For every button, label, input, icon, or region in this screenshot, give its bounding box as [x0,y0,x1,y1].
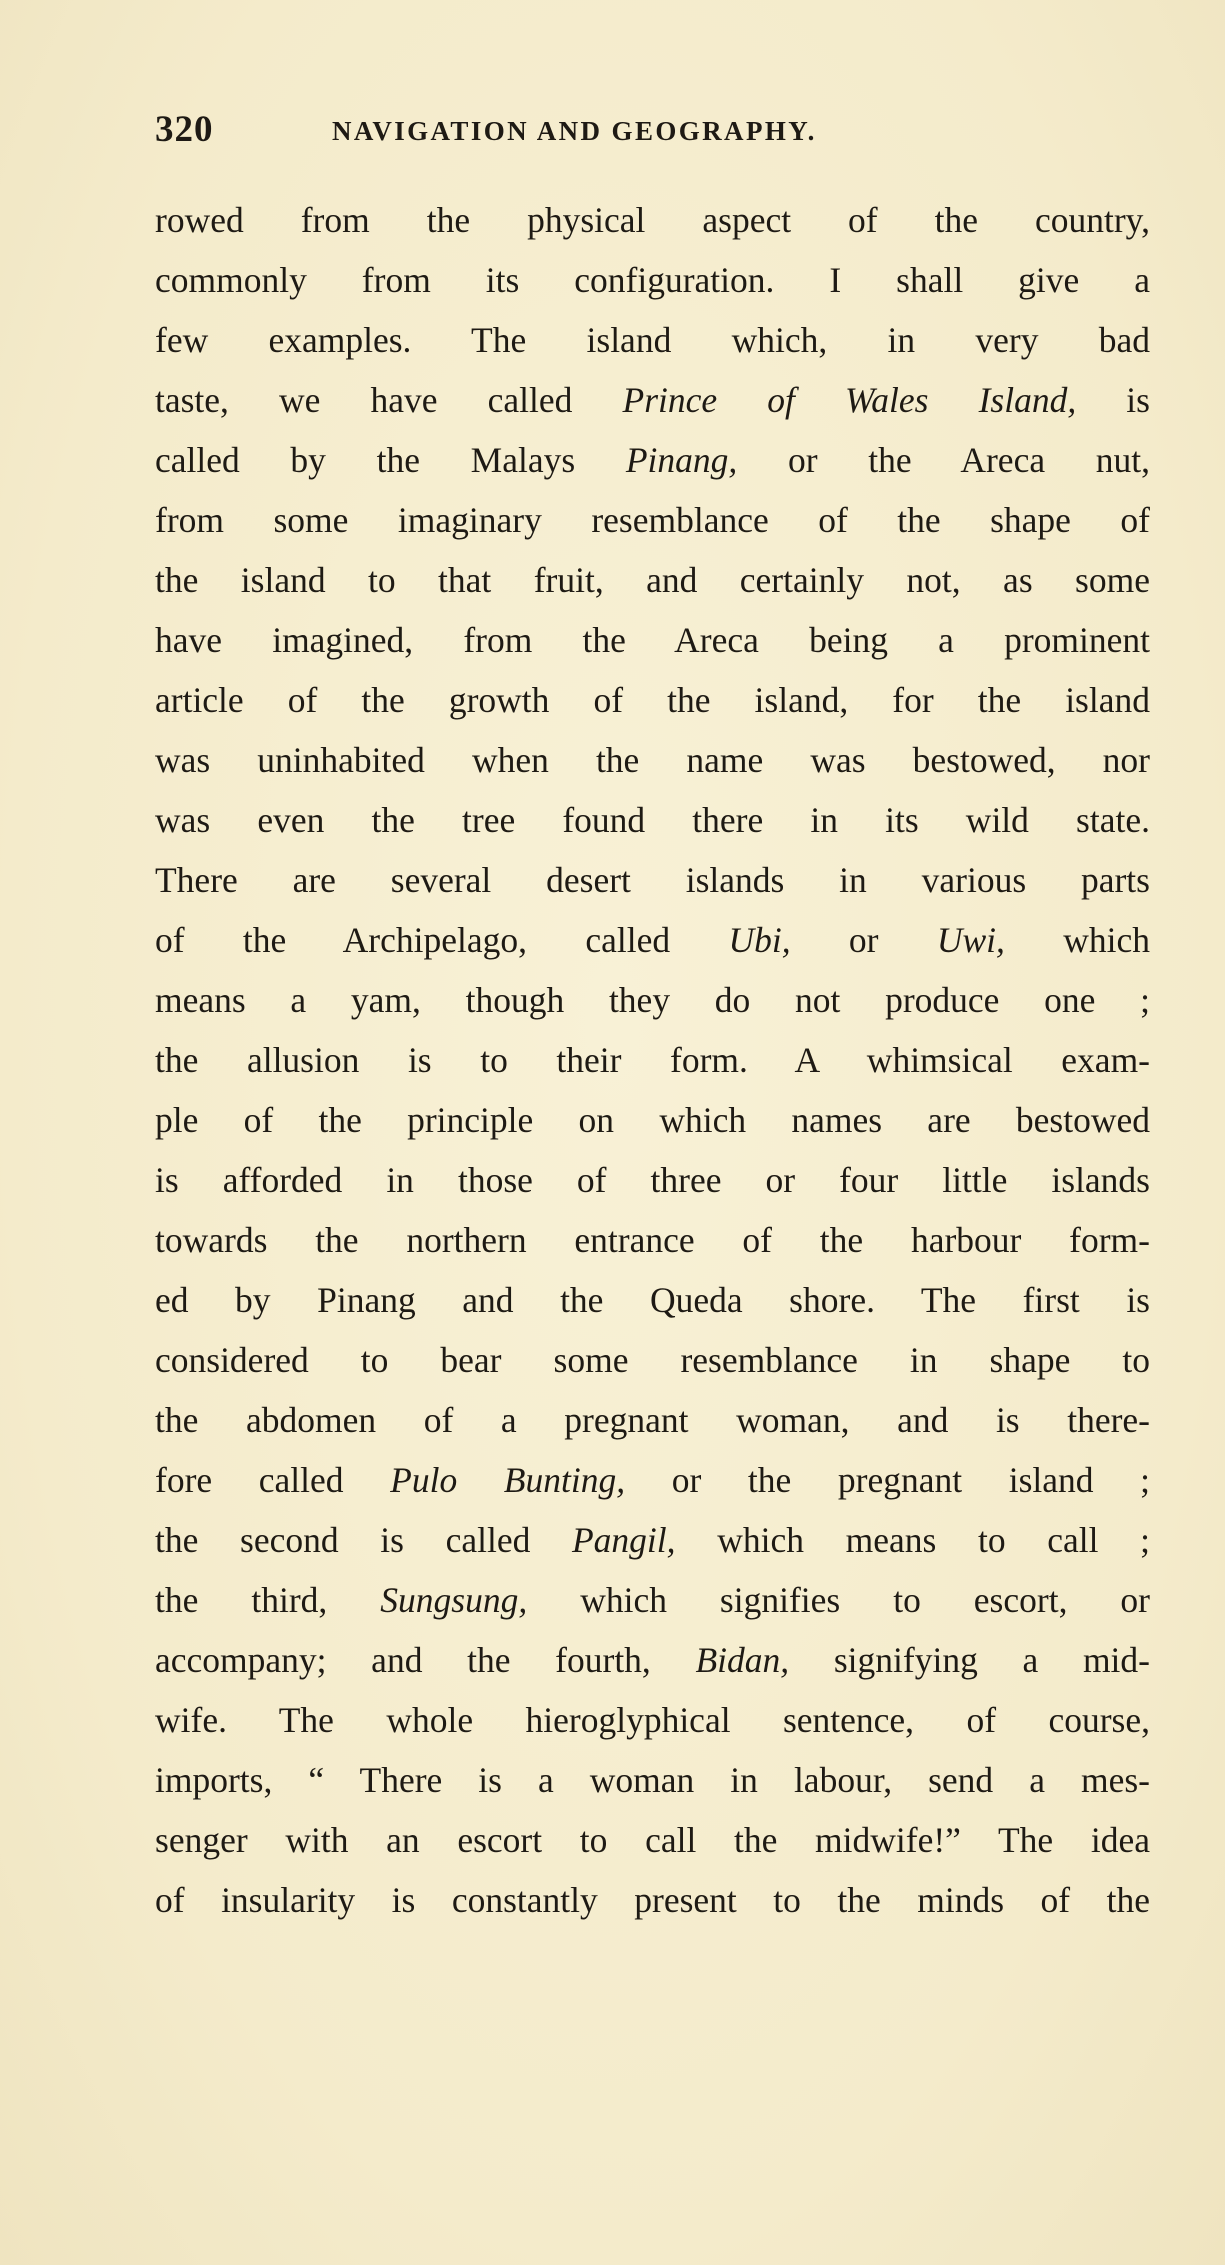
text-segment: was uninhabited when the name was bestowed, nor [155,740,1150,780]
page-number: 320 [155,109,214,150]
running-head [155,108,1085,158]
text-segment: commonly from its configuration. I shall give a [155,260,1150,300]
text-line [155,1810,1150,1870]
text-segment: or [790,920,937,960]
text-line [155,610,1150,670]
text-segment: is [1076,380,1150,420]
text-segment: the allusion is to their form. A whimsical exam- [155,1040,1150,1080]
text-line [155,1390,1150,1450]
text-segment: considered to bear some resemblance in shape to [155,1340,1150,1380]
text-segment: or the Areca nut, [737,440,1151,480]
text-segment: ed by Pinang and the Queda shore. The first is [155,1280,1150,1320]
text-line [155,1690,1150,1750]
text-segment: means a yam, though they do not produce one ; [155,980,1150,1020]
text-segment: accompany; and the fourth, [155,1640,696,1680]
text-line [155,430,1150,490]
text-segment: the island to that fruit, and certainly not, as some [155,560,1150,600]
text-segment: senger with an escort to call the midwife!” The idea [155,1820,1150,1860]
text-line [155,670,1150,730]
text-segment: have imagined, from the Areca being a prominent [155,620,1150,660]
text-line [155,730,1150,790]
text-segment: of insularity is constantly present to the minds of the [155,1880,1150,1920]
italic-text: Bidan, [695,1640,790,1680]
text-line [155,250,1150,310]
text-segment: few examples. The island which, in very bad [155,320,1150,360]
italic-text: Ubi, [728,920,791,960]
text-segment: was even the tree found there in its wild state. [155,800,1150,840]
text-line [155,190,1150,250]
text-segment: ple of the principle on which names are bestowed [155,1100,1150,1140]
text-segment: which signifies to escort, or [527,1580,1150,1620]
text-segment: wife. The whole hieroglyphical sentence, of course, [155,1700,1150,1740]
italic-text: Pangil, [572,1520,676,1560]
text-line [155,1030,1150,1090]
text-line [155,970,1150,1030]
text-segment: the abdomen of a pregnant woman, and is there- [155,1400,1150,1440]
text-segment: towards the northern entrance of the harbour form- [155,1220,1150,1260]
text-line [155,1450,1150,1510]
text-segment: of the Archipelago, called [155,920,729,960]
text-segment: which [1004,920,1150,960]
text-segment: from some imaginary resemblance of the shape of [155,500,1150,540]
text-segment: which means to call ; [675,1520,1150,1560]
text-line [155,310,1150,370]
text-line [155,1870,1150,1930]
text-line [155,1150,1150,1210]
text-segment: the second is called [155,1520,572,1560]
text-line [155,1330,1150,1390]
text-segment: called by the Malays [155,440,626,480]
running-title: NAVIGATION AND GEOGRAPHY. [332,116,817,146]
text-line [155,790,1150,850]
text-segment: rowed from the physical aspect of the country, [155,200,1150,240]
text-line [155,490,1150,550]
text-segment: article of the growth of the island, for the island [155,680,1150,720]
text-segment: or the pregnant island ; [625,1460,1150,1500]
text-line [155,1750,1150,1810]
text-line [155,1570,1150,1630]
text-line [155,1090,1150,1150]
text-segment: is afforded in those of three or four little islands [155,1160,1150,1200]
italic-text: Pinang, [625,440,738,480]
text-segment: signifying a mid- [789,1640,1150,1680]
italic-text: Sungsung, [380,1580,528,1620]
text-segment: taste, we have called [155,380,623,420]
text-segment: fore called [155,1460,391,1500]
text-line [155,370,1150,430]
text-line [155,850,1150,910]
text-line [155,910,1150,970]
text-line [155,1270,1150,1330]
italic-text: Prince of Wales Island, [622,380,1077,420]
text-segment: the third, [155,1580,381,1620]
text-line [155,1510,1150,1570]
text-line [155,550,1150,610]
text-segment: There are several desert islands in various parts [155,860,1150,900]
italic-text: Pulo Bunting, [390,1460,626,1500]
text-segment: imports, “ There is a woman in labour, send a mes- [155,1760,1150,1800]
text-line [155,1210,1150,1270]
text-line [155,1630,1150,1690]
italic-text: Uwi, [936,920,1005,960]
